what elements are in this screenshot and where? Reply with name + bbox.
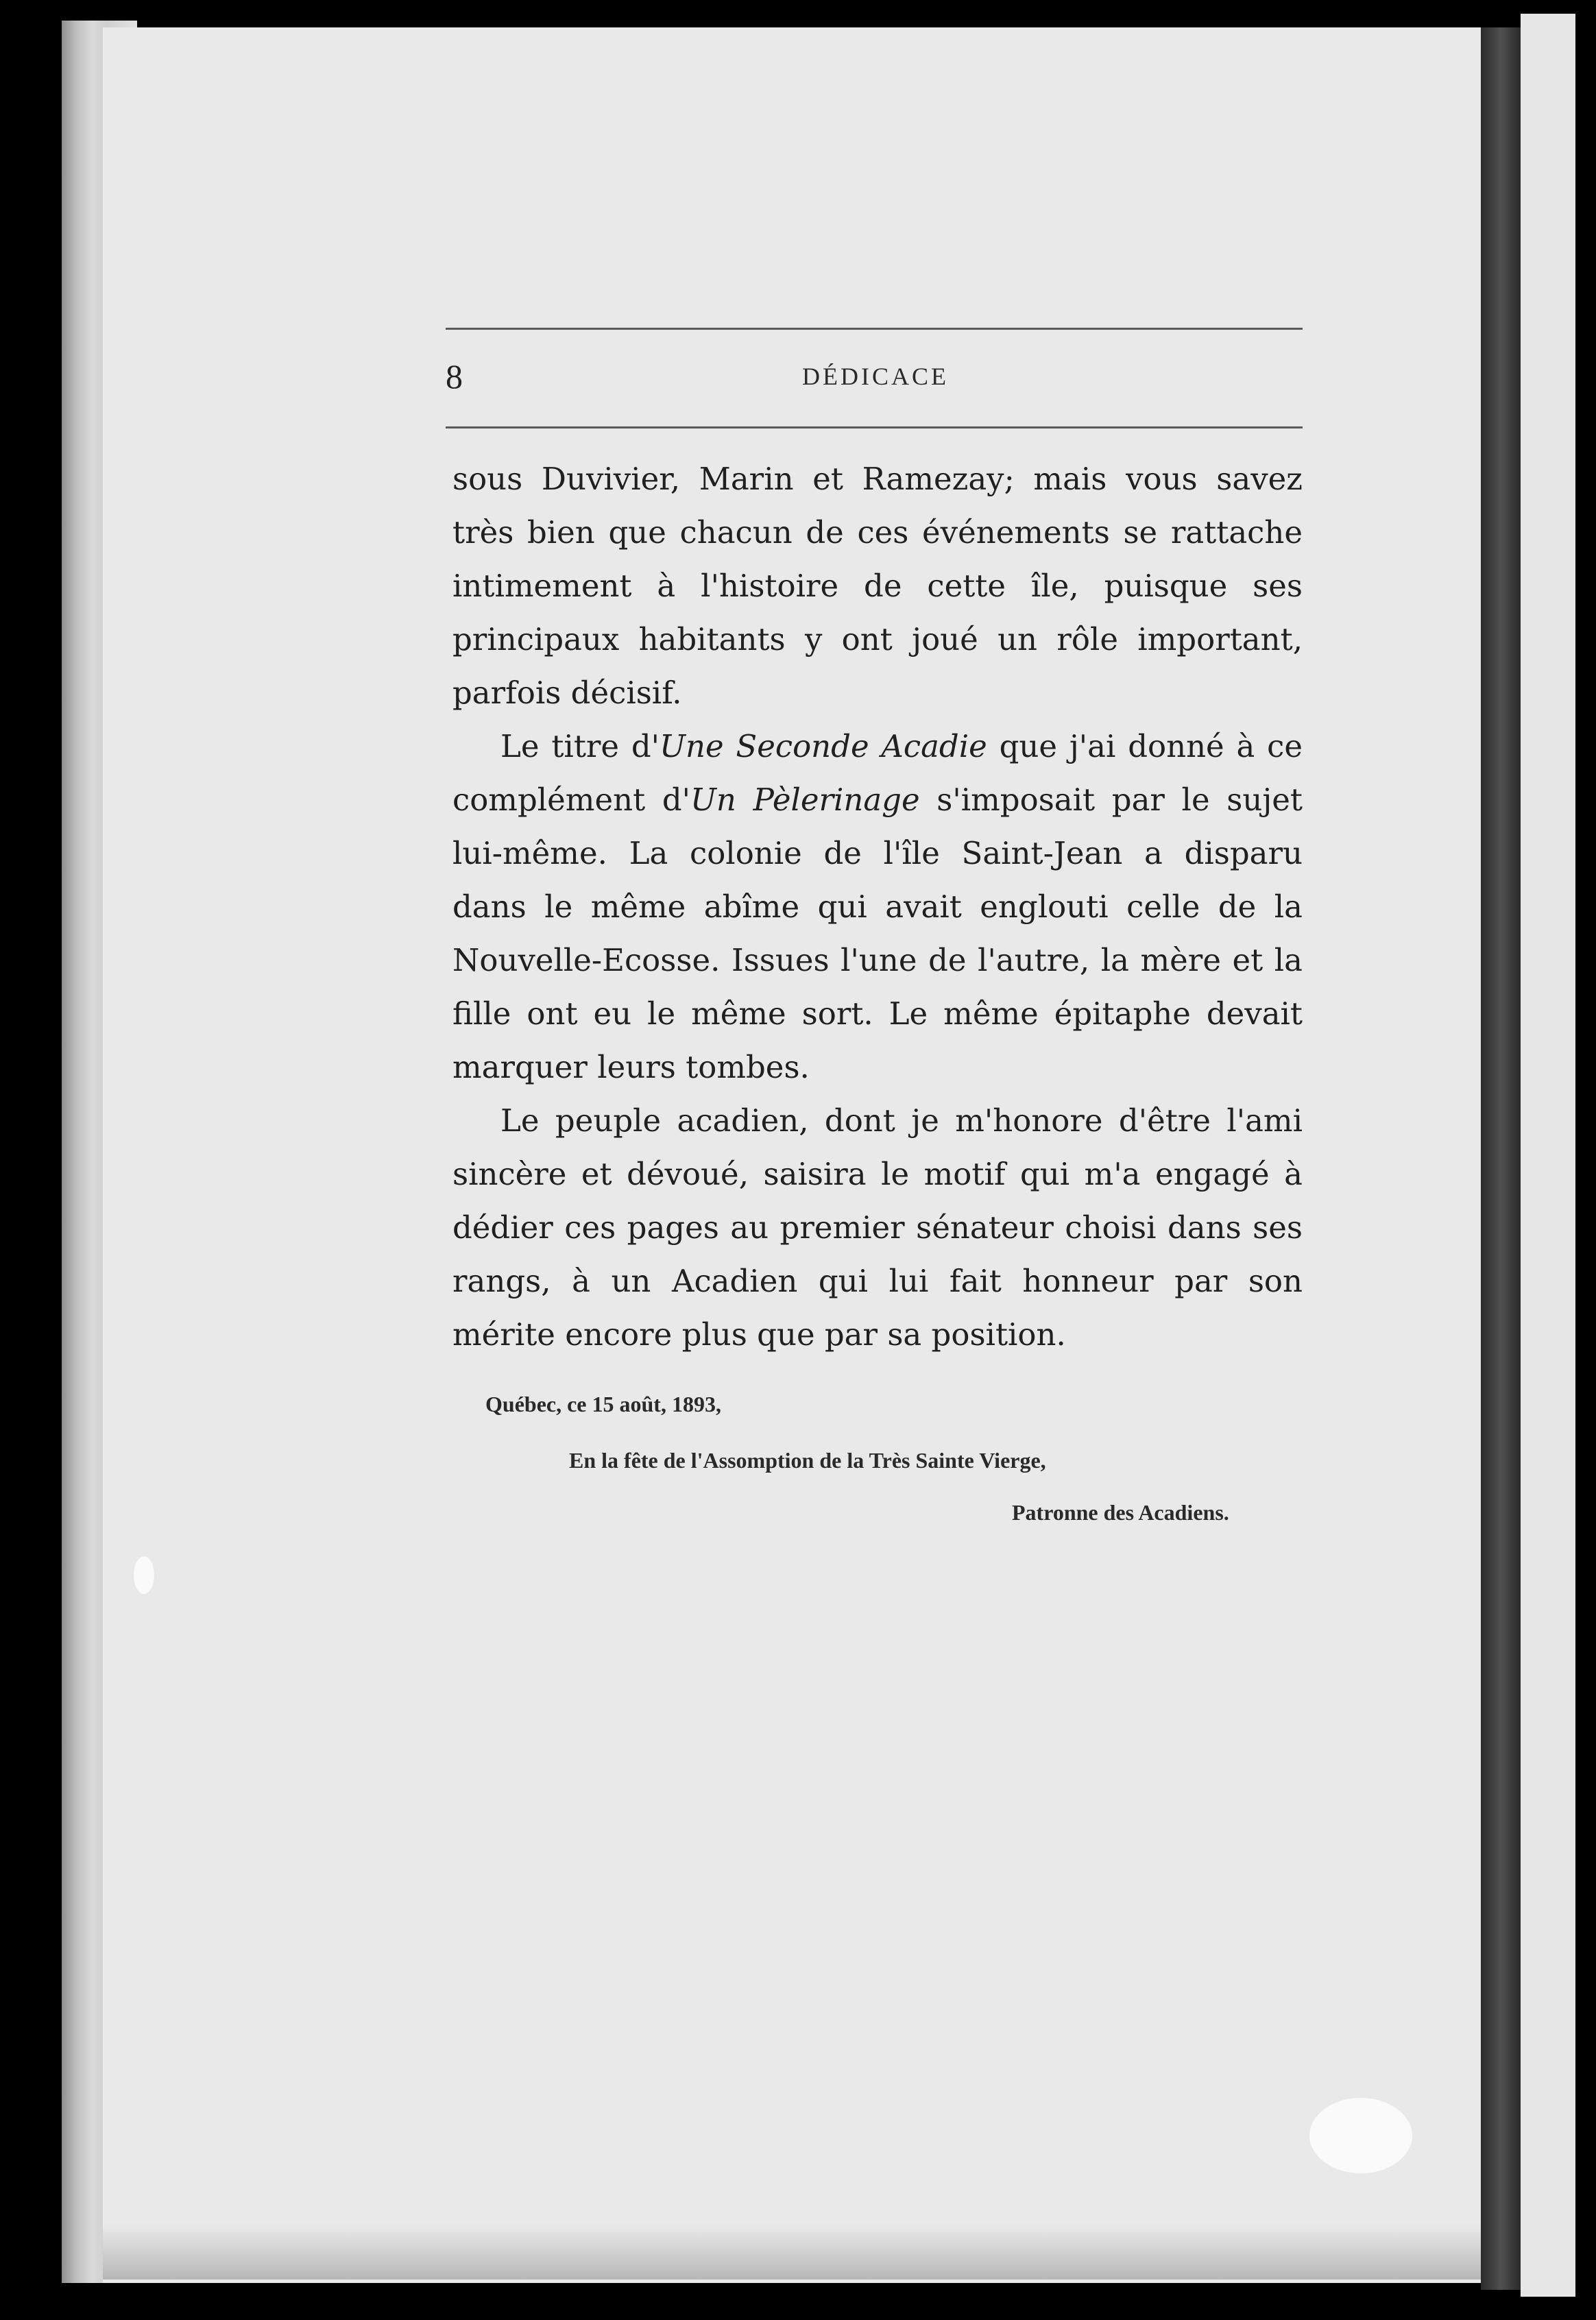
paragraph-3 [452,1094,1303,1362]
signature-place-date: Québec, ce 15 août, 1893, [485,1392,721,1416]
signature-patroness: Patronne des Acadiens. [1012,1500,1229,1525]
header-top-rule [446,328,1303,330]
page-bottom-shadow [103,2225,1481,2280]
book-title-italic: Une Seconde Acadie [660,728,987,764]
signature-occasion: En la fête de l'Assomption de la Très Sainte Vierge, [569,1448,1046,1473]
scan-blemish-left [134,1556,154,1594]
dedication-text [452,452,1303,1362]
facing-page-edge [1521,14,1575,2297]
paragraph-1 [452,452,1303,720]
page-number: 8 [446,357,463,396]
film-edge-right [1575,0,1596,2320]
header-bottom-rule [446,426,1303,428]
paragraph-1-text: sous Duvivier, Marin et Ramezay; mais vous savez très bien que chacun de ces événements se rattache intimement à l'histoire de cette île, puisque ses principaux habitants y ont joué un rôle important, parfois décisif. [452,461,1303,711]
paragraph-2 [452,720,1303,1094]
paragraph-2-text-b: que j'ai donné à ce complément d' [452,728,1303,818]
book-gutter [1481,27,1521,2290]
page-header [446,357,1303,404]
paragraph-3-text: Le peuple acadien, dont je m'honore d'être l'ami sincère et dévoué, saisira le motif qui m'a engagé à dédier ces pages au premier sénateur choisi dans ses rangs, à un Acadien qui lui fait honneur par son mérite encore plus que par sa position. [452,1102,1303,1353]
paragraph-2-text-a: Le titre d' [500,728,660,764]
film-edge-left [0,0,62,2320]
running-head: DÉDICACE [802,363,949,390]
paragraph-2-text-c: s'imposait par le sujet lui-même. La colonie de l'île Saint-Jean a disparu dans le même abîme qui avait englouti celle de la Nouvelle-Ecosse. Issues l'une de l'autre, la mère et la fille ont eu le même sort. Le même épitaphe devait marquer leurs tombes. [452,782,1303,1085]
book-title-italic-2: Un Pèlerinage [690,782,920,818]
scan-blemish [1309,2098,1412,2173]
